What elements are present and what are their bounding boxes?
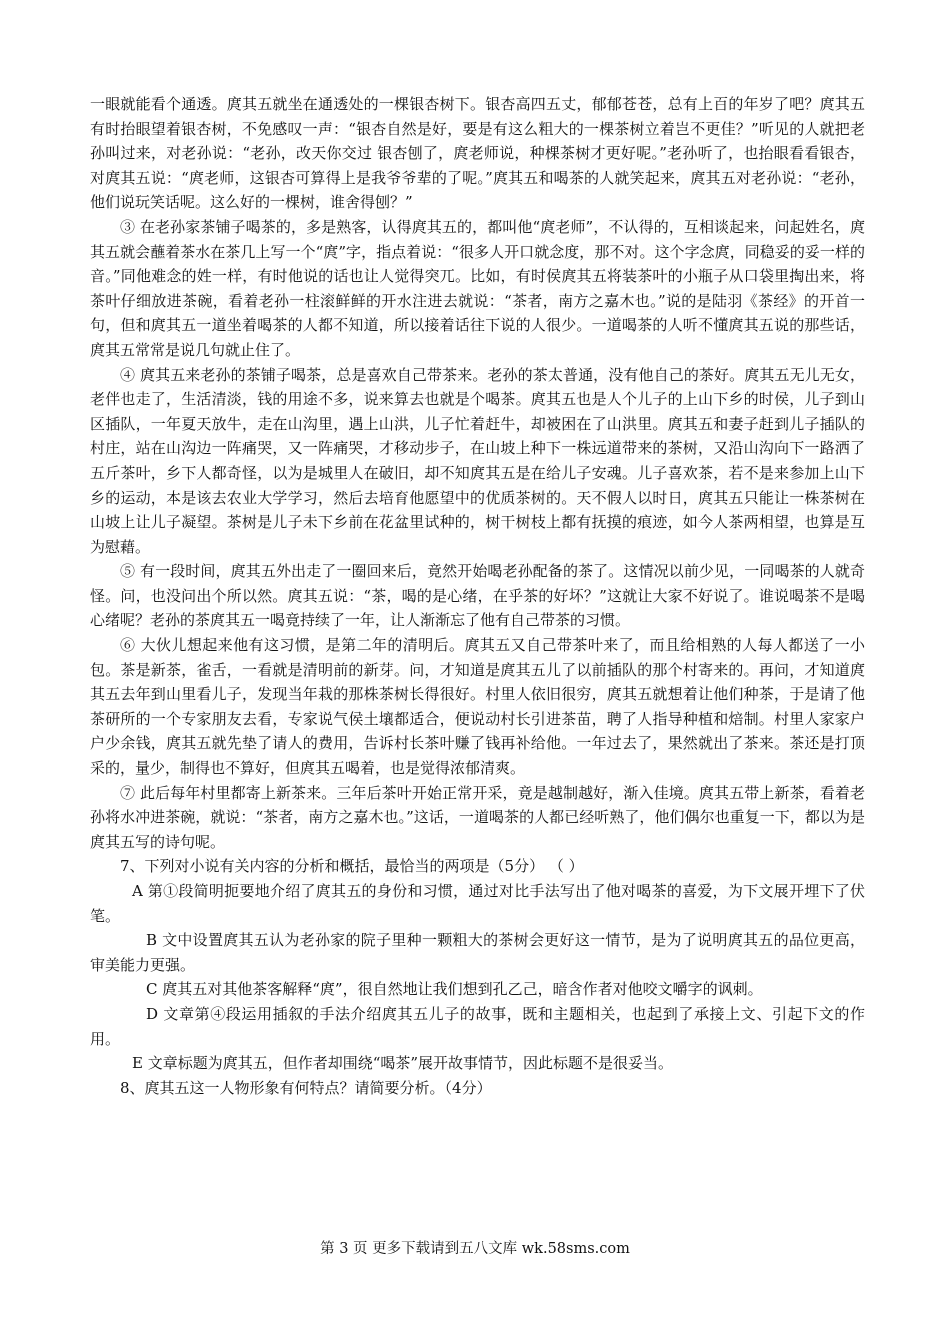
question-7-option-b: B 文中设置庹其五认为老孙家的院子里种一颗粗大的茶树会更好这一情节，是为了说明庹其五的品位更高，审美能力更强。 xyxy=(90,931,865,974)
paragraph-5: ⑤ 有一段时间，庹其五外出走了一圈回来后，竟然开始喝老孙配备的茶了。这情况以前少见，一同喝茶的人就奇怪。问，也没问出个所以然。庹其五说：“茶，喝的是心绪，在乎茶的好坏？”这就让大家不好说了。谁说喝茶不是喝心绪呢？老孙的茶庹其五一喝竟持续了一年，让人渐渐忘了他有自己带茶的习惯。 xyxy=(90,562,865,630)
paragraph-6: ⑥ 大伙儿想起来他有这习惯，是第二年的清明后。庹其五又自己带茶叶来了，而且给相熟的人每人都送了一小包。茶是新茶，雀舌，一看就是清明前的新芽。问，才知道是庹其五儿了以前插队的那个村寄来的。再问，才知道庹其五去年到山里看儿子，发现当年栽的那株茶树长得很好。村里人依旧很穷，庹其五就想着让他们种茶，于是请了他茶研所的一个专家朋友去看，专家说气侯土壤都适合，便说动村长引进茶苗，聘了人指导种植和焙制。村里人家家户户少余钱，庹其五就先垫了请人的费用，告诉村长茶叶赚了钱再补给他。一年过去了，果然就出了茶来。茶还是打顶采的，量少，制得也不算好，但庹其五喝着，也是觉得浓郁清爽。 xyxy=(90,636,865,778)
paragraph-7: ⑦ 此后每年村里都寄上新茶来。三年后茶叶开始正常开采，竟是越制越好，渐入佳境。庹其五带上新茶，看着老孙将水冲进茶碗，就说：“茶者，南方之嘉木也。”这话，一道喝茶的人都已经听熟了，他们偶尔也重复一下，都以为是庹其五写的诗句呢。 xyxy=(90,783,865,851)
question-7-option-c: C 庹其五对其他茶客解释“庹”，很自然地让我们想到孔乙己，暗含作者对他咬文嚼字的讽刺。 xyxy=(146,980,763,999)
question-8: 8、庹其五这一人物形象有何特点？请简要分析。（4分） xyxy=(120,1078,492,1097)
page-footer: 第 3 页 更多下载请到五八文库 wk.58sms.com xyxy=(320,1241,630,1257)
paragraph-4: ④ 庹其五来老孙的茶铺子喝茶，总是喜欢自己带茶来。老孙的茶太普通，没有他自己的茶好。庹其五无儿无女，老伴也走了，生活清淡，钱的用途不多，说来算去也就是个喝茶。庹其五也是人个儿子的上山下乡的时侯，儿子到山区插队，一年夏天放牛，走在山沟里，遇上山洪，儿子忙着赶牛，却被困在了山洪里。庹其五和妻子赶到儿子插队的村庄，站在山沟边一阵痛哭，又一阵痛哭，才移动步子，在山坡上种下一株远道带来的茶树，又沿山沟向下一路洒了五斤茶叶，乡下人都奇怪，以为是城里人在破旧，却不知庹其五是在给儿子安魂。儿子喜欢茶，若不是来参加上山下乡的运动，本是该去农业大学学习，然后去培育他愿望中的优质茶树的。天不假人以时日，庹其五只能让一株茶树在山坡上让儿子凝望。茶树是儿子未下乡前在花盆里试种的，树干树枝上都有抚摸的痕迹，如今人茶两相望，也算是互为慰藉。 xyxy=(90,365,865,556)
paragraph-continued: 一眼就能看个通透。庹其五就坐在通透处的一棵银杏树下。银杏高四五丈，郁郁苍苍，总有上百的年岁了吧？庹其五有时抬眼望着银杏树，不免感叹一声：“银杏自然是好，要是有这么粗大的一棵茶树立着岂不更佳？”听见的人就把老孙叫过来，对老孙说：“老孙，改天你交过 银杏刨了，庹老师说，种棵茶树才更好呢。”老孙听了，也抬眼看看银杏，对庹其五说：“庹老师，这银杏可算得上是我爷爷辈的了呢。”庹其五和喝茶的人就笑起来，庹其五对老孙说：“老孙，他们说玩笑话呢。这么好的一棵树，谁舍得刨？” xyxy=(90,95,865,212)
paragraph-3: ③ 在老孙家茶铺子喝茶的，多是熟客，认得庹其五的，都叫他“庹老师”，不认得的，互相谈起来，问起姓名，庹其五就会蘸着茶水在茶几上写一个“庹”字，指点着说：“很多人开口就念度，那不对。这个字念庹，同稳妥的妥一样的音。”同他难念的姓一样，有时他说的话也让人觉得突兀。比如，有时侯庹其五将装茶叶的小瓶子从口袋里掏出来，将茶叶仔细放进茶碗，看着老孙一柱滚鲜鲜的开水注进去就说：“茶者，南方之嘉木也。”说的是陆羽《茶经》的开首一句，但和庹其五一道坐着喝茶的人都不知道，所以接着话往下说的人很少。一道喝茶的人听不懂庹其五说的那些话，庹其五常常是说几句就止住了。 xyxy=(90,217,865,359)
question-7-option-a: A 第①段简明扼要地介绍了庹其五的身份和习惯，通过对比手法写出了他对喝茶的喜爱，为下文展开埋下了伏笔。 xyxy=(90,882,865,925)
question-7-option-d: D 文章第④段运用插叙的手法介绍庹其五儿子的故事，既和主题相关，也起到了承接上文、引起下文的作用。 xyxy=(90,1004,865,1048)
document-page xyxy=(90,92,865,1100)
question-7-stem: 7、下列对小说有关内容的分析和概括，最恰当的两项是（5分） （ ） xyxy=(120,857,584,876)
question-7-option-e: E 文章标题为庹其五，但作者却围绕“喝茶”展开故事情节，因此标题不是很妥当。 xyxy=(132,1054,674,1073)
